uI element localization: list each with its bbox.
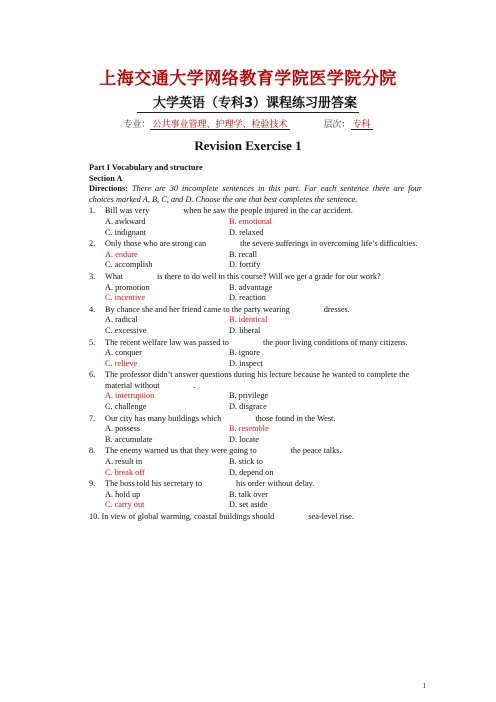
page-number: 1 (422, 682, 426, 690)
question-text-after: when he saw the people injured in the car accident. (183, 206, 353, 216)
option: C. challenge (105, 402, 147, 412)
question-stem (89, 206, 422, 217)
option: D. disgrace (229, 402, 267, 412)
option: D. fortify (229, 260, 261, 270)
question-list (89, 206, 422, 511)
option: B. privilege (229, 391, 269, 401)
exercise-title: Revision Exercise 1 (194, 138, 302, 153)
option-correct: C. break off (105, 467, 145, 477)
question-stem (89, 338, 422, 349)
question-stem (89, 305, 422, 316)
question-text-before: The recent welfare law was passed to (105, 337, 229, 347)
option-correct: B. emotional (229, 216, 272, 226)
question-text-after: . (193, 380, 196, 390)
major-label: 专业： (123, 119, 151, 129)
option-row (105, 402, 422, 413)
question-number: 6. (89, 370, 96, 380)
question-stem (89, 414, 422, 425)
option: B. accumulate (105, 434, 153, 444)
question-text-after: the severe sufferings in overcoming life’s difficulties. (240, 239, 418, 249)
option-row (105, 293, 422, 304)
option-correct: A. endure (105, 249, 138, 259)
option-correct: C. carry out (105, 500, 145, 510)
meta-line (0, 117, 496, 130)
option: C. excessive (105, 325, 147, 335)
question-text-before: Only those who are strong can (105, 239, 207, 249)
question-number: 4. (89, 304, 96, 314)
question-text-before: By chance she and her friend came to the party wearing (105, 304, 290, 314)
option: A. radical (105, 315, 138, 325)
option-row (105, 250, 422, 261)
option-correct: C. relieve (105, 358, 138, 368)
exercise-content (89, 163, 422, 523)
option: A. hold up (105, 489, 141, 499)
option-group (89, 391, 422, 412)
question-text-before: The enemy warned us that they were going to (105, 446, 257, 456)
option: B. stick to (229, 457, 263, 467)
option-row (105, 391, 422, 402)
option-group (89, 315, 422, 336)
question-text-before: The professor didn’t answer questions during his lecture because he wanted to complete the material without (105, 370, 410, 390)
option-row (105, 260, 422, 271)
option-row (105, 490, 422, 501)
question-number: 3. (89, 271, 96, 281)
level-label: 层次： (323, 119, 351, 129)
question-text-after: those found in the West. (255, 413, 336, 423)
option: D. locate (229, 434, 259, 444)
option-row (105, 315, 422, 326)
option-group (89, 490, 422, 511)
question-number: 9. (89, 479, 96, 489)
question-item (89, 305, 422, 337)
question-text-after: the peace talks. (290, 446, 342, 456)
option-correct: A. interruption (105, 391, 155, 401)
question-stem (89, 239, 422, 250)
part-heading: Part I Vocabulary and structure (89, 163, 203, 172)
major-value: 公共事业管理、护理学、检验技术 (152, 119, 288, 129)
option: D. inspect (229, 358, 263, 368)
directions-text: There are 30 incomplete sentences in this part. For each sentence there are four choices marked A, B, C, and D. Choose the one that best completes the sentence. (89, 184, 422, 204)
option: D. depend on (229, 467, 274, 477)
option-row (105, 359, 422, 370)
option: D. reaction (229, 293, 266, 303)
level-value: 专科 (352, 119, 371, 129)
question-10: 10. In view of global warming, coastal buildings should sea-level rise. (89, 512, 354, 521)
option: C. indignant (105, 227, 147, 237)
option-group (89, 457, 422, 478)
option: A. awkward (105, 216, 146, 226)
question-text-after: is there to do well in this course? Will we get a grade for our work? (156, 271, 381, 281)
option-group (89, 348, 422, 369)
question-stem (89, 479, 422, 490)
question-text-before: What (105, 271, 123, 281)
question-text-after: dresses. (323, 304, 350, 314)
option: D. liberal (229, 325, 261, 335)
question-item (89, 370, 422, 412)
option: C. accomplish (105, 260, 153, 270)
question-stem (89, 446, 422, 457)
option-row (105, 500, 422, 511)
course-subtitle: 大学英语（专科3）课程练习册答案 (0, 92, 496, 111)
question-text-before: Bill was very (105, 206, 150, 216)
option: D. set aside (229, 500, 268, 510)
question-number: 5. (89, 337, 96, 347)
option-correct: B. identical (229, 315, 268, 325)
option: B. recall (229, 249, 258, 259)
question-item (89, 479, 422, 511)
question-item (89, 446, 422, 478)
option-row (105, 217, 422, 228)
question-number: 7. (89, 413, 96, 423)
option-row (105, 326, 422, 337)
question-item (89, 338, 422, 370)
question-number: 8. (89, 446, 96, 456)
option-row (105, 457, 422, 468)
question-item (89, 272, 422, 304)
option-group (89, 250, 422, 271)
option-row (105, 424, 422, 435)
directions-label: Directions: (89, 184, 129, 194)
option-group (89, 283, 422, 304)
option: B. advantage (229, 282, 273, 292)
question-item (89, 206, 422, 238)
option-row (105, 348, 422, 359)
option: A. conquer (105, 348, 142, 358)
question-text-after: his order without delay. (236, 479, 315, 489)
option: B. ignore (229, 348, 260, 358)
option-correct: C. incentive (105, 293, 146, 303)
question-stem (89, 272, 422, 283)
option-group (89, 217, 422, 238)
option-group (89, 424, 422, 445)
page-title: 上海交通大学网络教育学院医学院分院 (99, 69, 397, 89)
question-text-before: The boss told his secretary to (105, 479, 203, 489)
option-row (105, 283, 422, 294)
question-item (89, 239, 422, 271)
section-heading: Section A (89, 173, 123, 183)
question-stem (89, 370, 422, 391)
directions (89, 184, 422, 205)
option-row (105, 468, 422, 479)
option: A. possess (105, 424, 141, 434)
question-number: 1. (89, 206, 96, 216)
option: D. relaxed (229, 227, 264, 237)
option-row (105, 228, 422, 239)
option: A. result in (105, 457, 143, 467)
option: B. talk over (229, 489, 268, 499)
question-text-after: the poor living conditions of many citizens. (262, 337, 408, 347)
question-item (89, 414, 422, 446)
question-text-before: Our city has many buildings which (105, 413, 222, 423)
question-number: 2. (89, 239, 96, 249)
option-correct: B. resemble (229, 424, 269, 434)
option-row (105, 435, 422, 446)
option: A. promotion (105, 282, 150, 292)
